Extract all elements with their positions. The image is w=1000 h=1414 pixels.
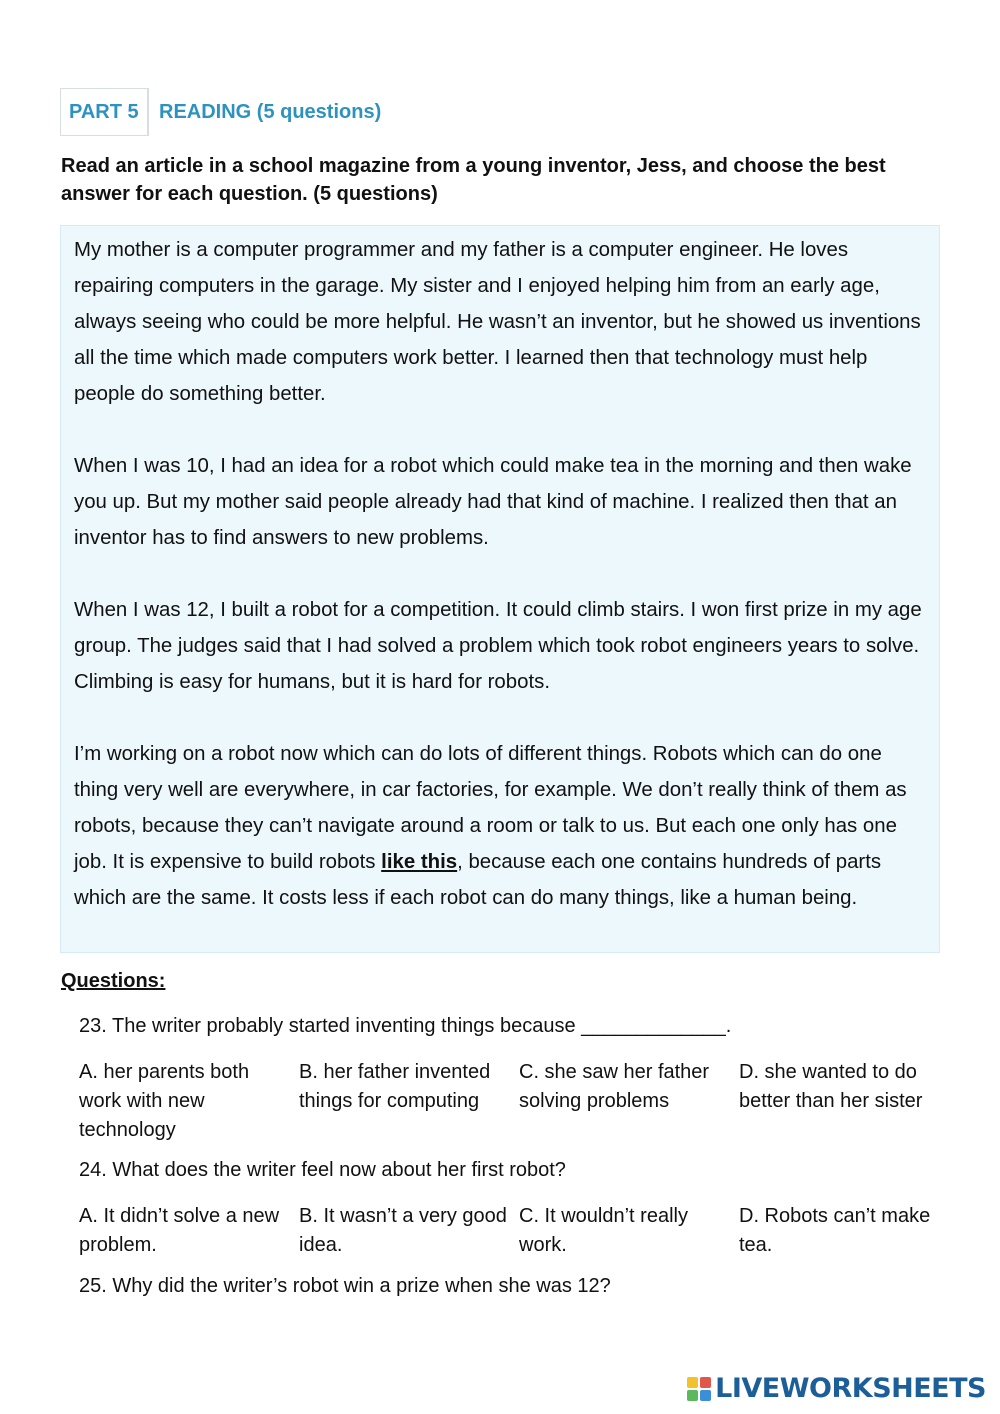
logo-square-3 bbox=[687, 1390, 698, 1401]
option-a[interactable]: A. It didn’t solve a new problem. bbox=[79, 1205, 280, 1256]
option-a[interactable]: A. her parents both work with new technology bbox=[79, 1061, 250, 1141]
passage-p4-start: I’m working on a robot now which can do lots of different things. Robots which can do one thing very well are everywhere, in car factories, for example. We don’t really think of them as robots, because they can’t navigate around a room or talk to us. But each one only has one job. It is expensive to build robots bbox=[74, 743, 907, 873]
option-d[interactable]: D. she wanted to do better than her sister bbox=[739, 1061, 923, 1112]
logo-text: LIVEWORKSHEETS bbox=[715, 1373, 986, 1404]
liveworksheets-logo bbox=[687, 1373, 986, 1404]
reading-passage bbox=[60, 225, 940, 953]
passage-p4-end: , because each one contains hundreds of parts which are the same. It costs less if each robot can do many things, like a human being. bbox=[74, 851, 882, 909]
passage-paragraph-3: When I was 12, I built a robot for a competition. It could climb stairs. I won first prize in my age group. The judges said that I had solved a problem which took robot engineers years to solve. Climbing is easy for humans, but it is hard for robots. bbox=[74, 599, 922, 693]
option-d[interactable]: D. Robots can’t make tea. bbox=[739, 1205, 931, 1256]
question-25: 25. Why did the writer’s robot win a prize when she was 12? bbox=[79, 1275, 611, 1297]
passage-paragraph-1: My mother is a computer programmer and my father is a computer engineer. He loves repairing computers in the garage. My sister and I enjoyed helping him from an early age, always seeing who could be more helpful. He wasn’t an inventor, but he showed us inventions all the time which made computers work better. I learned then that technology must help people do something better. bbox=[74, 239, 921, 405]
question-24-options bbox=[79, 1202, 959, 1260]
logo-square-4 bbox=[700, 1390, 711, 1401]
part-header bbox=[60, 88, 382, 136]
instructions: Read an article in a school magazine from a young inventor, Jess, and choose the best answer for each question. (5 questions) bbox=[61, 155, 886, 205]
section-title: READING (5 questions) bbox=[159, 100, 382, 123]
logo-square-1 bbox=[687, 1377, 698, 1388]
question-24: 24. What does the writer feel now about her first robot? bbox=[79, 1159, 566, 1181]
logo-icon bbox=[687, 1377, 711, 1401]
option-b[interactable]: B. her father invented things for computing bbox=[299, 1061, 491, 1112]
passage-paragraph-2: When I was 10, I had an idea for a robot which could make tea in the morning and then wake you up. But my mother said people already had that kind of machine. I realized then that an inventor has to find answers to new problems. bbox=[74, 455, 912, 549]
question-23-options bbox=[79, 1058, 959, 1145]
question-23: 23. The writer probably started inventing things because _____________. bbox=[79, 1015, 732, 1037]
option-c[interactable]: C. she saw her father solving problems bbox=[519, 1061, 710, 1112]
option-b[interactable]: B. It wasn’t a very good idea. bbox=[299, 1205, 507, 1256]
questions-heading: Questions: bbox=[61, 970, 166, 992]
option-c[interactable]: C. It wouldn’t really work. bbox=[519, 1205, 688, 1256]
highlighted-phrase: like this bbox=[381, 851, 458, 873]
part-label: PART 5 bbox=[61, 89, 148, 135]
logo-square-2 bbox=[700, 1377, 711, 1388]
passage-paragraph-4 bbox=[74, 736, 929, 916]
